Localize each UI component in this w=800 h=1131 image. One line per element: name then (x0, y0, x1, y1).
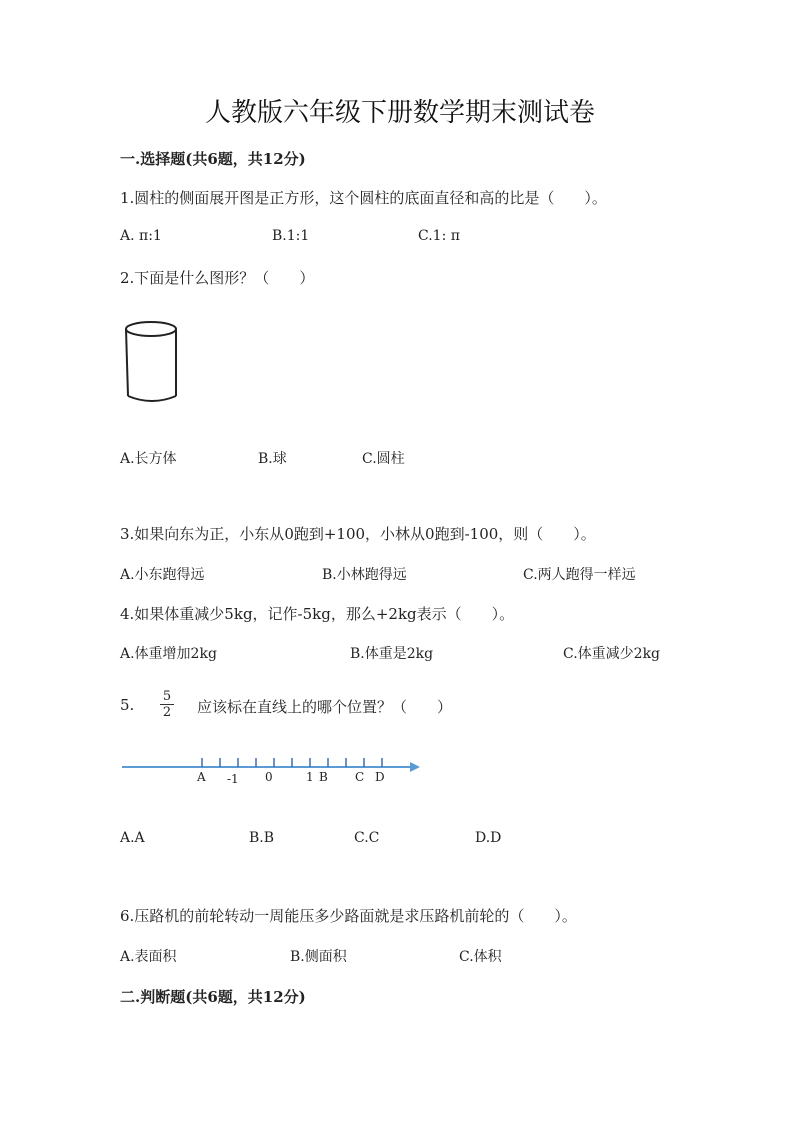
numberline-label-minus-one: -1 (227, 772, 239, 786)
number-line (122, 750, 420, 786)
fraction-denominator: 2 (162, 705, 172, 720)
q5-option-a: A.A (120, 830, 145, 846)
numberline-label-one: 1 (306, 770, 314, 784)
section-heading-judgment: 二.判断题(共6题，共12分) (120, 988, 306, 1006)
q1-option-a: A. π:1 (120, 228, 162, 244)
q4-option-a: A.体重增加2kg (120, 646, 217, 662)
question-6: 6.压路机的前轮转动一周能压多少路面就是求压路机前轮的（ ）。 (120, 907, 577, 925)
numberline-label-a: A (197, 770, 206, 784)
question-5-number: 5. (120, 696, 135, 714)
q4-option-b: B.体重是2kg (350, 646, 434, 662)
question-2: 2.下面是什么图形？（ ） (120, 269, 315, 287)
q4-option-c: C.体重减少2kg (563, 646, 661, 662)
q3-option-b: B.小林跑得远 (322, 567, 407, 583)
q5-option-c: C.C (354, 830, 380, 846)
q1-option-c: C.1: π (418, 228, 460, 244)
q6-option-a: A.表面积 (120, 949, 177, 965)
q6-option-c: C.体积 (459, 949, 502, 965)
q6-option-b: B.侧面积 (290, 949, 347, 965)
q3-option-c: C.两人跑得一样远 (523, 567, 636, 583)
q5-option-b: B.B (249, 830, 275, 846)
fraction-five-halves (158, 689, 176, 720)
q2-option-b: B.球 (258, 451, 287, 467)
question-5: 应该标在直线上的哪个位置？（ ） (197, 698, 453, 716)
page-title: 人教版六年级下册数学期末测试卷 (204, 98, 595, 128)
q2-option-c: C.圆柱 (362, 451, 405, 467)
numberline-label-b: B (319, 770, 328, 784)
q2-option-a: A.长方体 (120, 451, 177, 467)
question-4: 4.如果体重减少5kg，记作-5kg，那么+2kg表示（ ）。 (120, 605, 515, 623)
q1-option-b: B.1:1 (272, 228, 310, 244)
section-heading-choice: 一.选择题(共6题，共12分) (120, 150, 306, 168)
numberline-label-d: D (375, 770, 385, 784)
numberline-label-zero: 0 (265, 770, 273, 784)
q3-option-a: A.小东跑得远 (120, 567, 205, 583)
q5-option-d: D.D (475, 830, 502, 846)
question-1: 1.圆柱的侧面展开图是正方形，这个圆柱的底面直径和高的比是（ ）。 (120, 189, 607, 207)
question-3: 3.如果向东为正，小东从0跑到+100，小林从0跑到-100，则（ ）。 (120, 525, 596, 543)
fraction-numerator: 5 (162, 689, 172, 704)
cylinder-figure (118, 316, 188, 408)
numberline-label-c: C (355, 770, 365, 784)
